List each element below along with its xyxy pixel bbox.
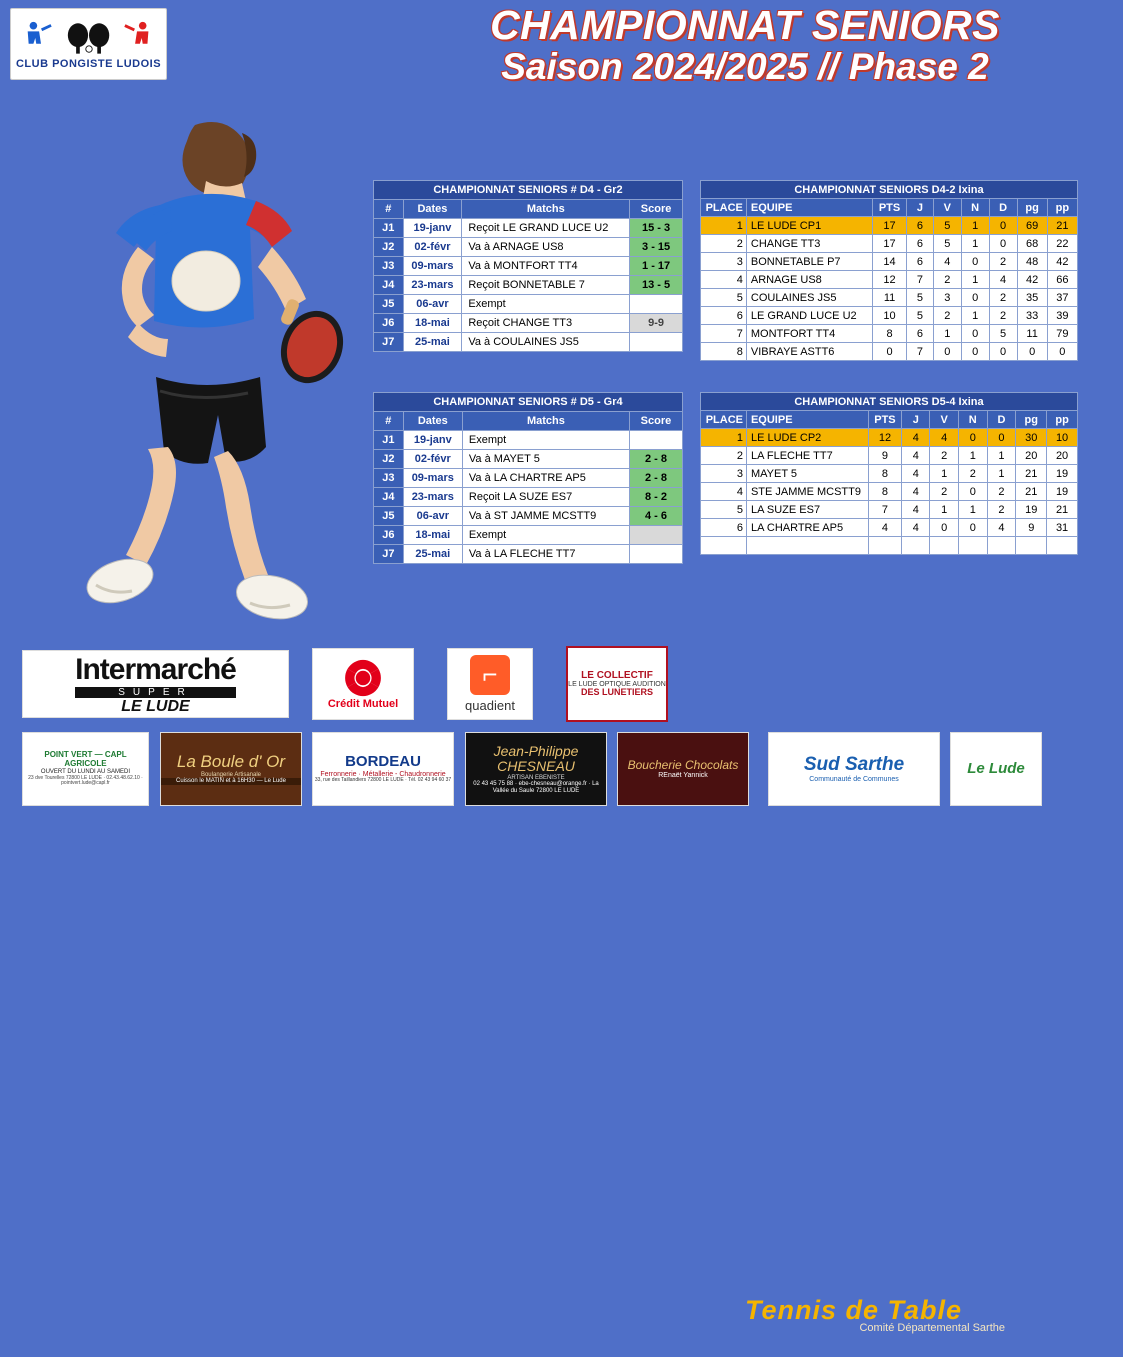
- table-row: J4 23-mars Reçoit LA SUZE ES7 8 - 2: [374, 488, 683, 507]
- table-row: 1 LE LUDE CP1 17 6 5 1 0 69 21: [701, 217, 1078, 235]
- sud-sarthe-line1: Sud Sarthe: [803, 753, 905, 775]
- collectif-line3: DES LUNETIERS: [580, 687, 653, 698]
- club-logo: [10, 8, 167, 80]
- chesneau-line2: ARTISAN EBENISTE: [507, 774, 565, 781]
- match-table-d4-header-row: [374, 200, 683, 219]
- col-pg: pg: [1017, 199, 1047, 217]
- club-logo-label: CLUB PONGISTE LUDOIS: [15, 58, 162, 70]
- table-row: J5 06-avr Va à ST JAMME MCSTT9 4 - 6: [374, 507, 683, 526]
- table-row: J2 02-févr Va à ARNAGE US8 3 - 15: [374, 238, 683, 257]
- sponsor-boucherie: [617, 732, 749, 806]
- sponsor-bordeau: [312, 732, 454, 806]
- match-table-d4-title: CHAMPIONNAT SENIORS # D4 - Gr2: [374, 181, 683, 200]
- col-j: J: [906, 199, 933, 217]
- match-table-d5: [373, 392, 683, 564]
- col-dates: Dates: [403, 200, 462, 219]
- table-row: 2 CHANGE TT3 17 6 5 1 0 68 22: [701, 235, 1078, 253]
- table-row: 4 STE JAMME MCSTT9 8 4 2 0 2 21 19: [701, 483, 1078, 501]
- point-vert-line1: POINT VERT — CAPL AGRICOLE: [44, 750, 127, 769]
- sponsor-le-lude: [950, 732, 1042, 806]
- tdt-title: Tennis de Table: [745, 1295, 963, 1325]
- table-row: J3 09-mars Va à LA CHARTRE AP5 2 - 8: [374, 469, 683, 488]
- col-matchs: Matchs: [462, 200, 630, 219]
- table-row: J6 18-mai Exempt: [374, 526, 683, 545]
- club-logo-graphic: [22, 18, 156, 58]
- col-v: V: [930, 411, 959, 429]
- sponsor-quadient: [447, 648, 533, 720]
- sponsor-intermarche: [22, 650, 289, 718]
- col-j: J: [902, 411, 930, 429]
- sponsor-quadient-label: quadient: [465, 697, 515, 713]
- table-row: 5 COULAINES JS5 11 5 3 0 2 35 37: [701, 289, 1078, 307]
- match-table-d5-body: [374, 431, 683, 564]
- title-line-1: CHAMPIONNAT SENIORS: [490, 2, 1000, 48]
- col-n: N: [958, 411, 987, 429]
- table-row: J1 19-janv Reçoit LE GRAND LUCE U2 15 - 3: [374, 219, 683, 238]
- table-row: 3 BONNETABLE P7 14 6 4 0 2 48 42: [701, 253, 1078, 271]
- title-line-2: Saison 2024/2025 // Phase 2: [501, 46, 989, 88]
- table-row: J4 23-mars Reçoit BONNETABLE 7 13 - 5: [374, 276, 683, 295]
- col-place: PLACE: [701, 199, 747, 217]
- page-title: [380, 4, 1110, 88]
- match-table-d5-title: CHAMPIONNAT SENIORS # D5 - Gr4: [374, 393, 683, 412]
- col-place: PLACE: [701, 411, 747, 429]
- table-row: 4 ARNAGE US8 12 7 2 1 4 42 66: [701, 271, 1078, 289]
- table-row: J7 25-mai Va à LA FLECHE TT7: [374, 545, 683, 564]
- boucherie-line2: REnaët Yannick: [658, 771, 708, 779]
- tennis-de-table-logo: [745, 1295, 1005, 1357]
- ranking-table-d5: [700, 392, 1078, 555]
- bordeau-line2: Ferronnerie · Métallerie - Chaudronnerie: [320, 770, 446, 778]
- boule-dor-line2: Boulangerie Artisanale: [200, 771, 262, 778]
- table-row: 2 LA FLECHE TT7 9 4 2 1 1 20 20: [701, 447, 1078, 465]
- table-row: 8 VIBRAYE ASTT6 0 7 0 0 0 0 0: [701, 343, 1078, 361]
- sponsor-sud-sarthe: [768, 732, 940, 806]
- table-row: 1 LE LUDE CP2 12 4 4 0 0 30 10: [701, 429, 1078, 447]
- quadient-icon: ⌐: [470, 655, 510, 695]
- col-equipe: EQUIPE: [746, 199, 872, 217]
- sponsor-intermarche-name3: LE LUDE: [121, 697, 190, 715]
- ranking-table-d4-header-row: [701, 199, 1078, 217]
- ranking-table-d4-title: CHAMPIONNAT SENIORS D4-2 Ixina: [701, 181, 1078, 199]
- col-score: Score: [629, 412, 682, 431]
- bordeau-line3: 33, rue des Taillandiers 72800 LE LUDE · Tél. 02 43 94 60 37: [314, 777, 452, 784]
- ranking-table-d4: [700, 180, 1078, 361]
- point-vert-line2: OUVERT DU LUNDI AU SAMEDI: [40, 769, 131, 775]
- table-row: 7 MONTFORT TT4 8 6 1 0 5 11 79: [701, 325, 1078, 343]
- table-row: J5 06-avr Exempt: [374, 295, 683, 314]
- sponsor-strip: [0, 640, 1123, 1334]
- le-lude-line1: Le Lude: [967, 759, 1025, 777]
- sponsor-la-boule-d-or: [160, 732, 302, 806]
- match-table-d4: [373, 180, 683, 352]
- table-row: J7 25-mai Va à COULAINES JS5: [374, 333, 683, 352]
- bordeau-line1: BORDEAU: [345, 753, 421, 771]
- col-v: V: [933, 199, 961, 217]
- table-row: J1 19-janv Exempt: [374, 431, 683, 450]
- col-index: #: [374, 412, 404, 431]
- col-n: N: [961, 199, 989, 217]
- table-row: J3 09-mars Va à MONTFORT TT4 1 - 17: [374, 257, 683, 276]
- sponsor-intermarche-name1: Intermarché: [75, 652, 236, 686]
- boule-dor-line1: La Boule d' Or: [176, 752, 286, 772]
- col-matchs: Matchs: [462, 412, 629, 431]
- col-pts: PTS: [873, 199, 906, 217]
- boucherie-line1: Boucherie Chocolats: [627, 757, 739, 772]
- col-pg: pg: [1016, 411, 1047, 429]
- table-row: 6 LA CHARTRE AP5 4 4 0 0 4 9 31: [701, 519, 1078, 537]
- boule-dor-line3: Cuisson le MATIN et à 16H30 — Le Lude: [161, 778, 301, 785]
- col-index: #: [374, 200, 404, 219]
- sponsor-intermarche-name2: SUPER: [75, 687, 236, 698]
- point-vert-line3: 23 dve Tourelles 72800 LE LUDE · 02.43.48.62.10 · pointvert.lude@capl.fr: [28, 774, 143, 787]
- col-pts: PTS: [868, 411, 902, 429]
- ranking-table-d5-header-row: [701, 411, 1078, 429]
- table-row: J6 18-mai Reçoit CHANGE TT3 9-9: [374, 314, 683, 333]
- col-d: D: [989, 199, 1017, 217]
- col-pp: pp: [1047, 199, 1077, 217]
- tdt-subtitle: Comité Départemental Sarthe: [859, 1322, 1005, 1334]
- col-score: Score: [630, 200, 683, 219]
- chesneau-line1: Jean-Philippe CHESNEAU: [493, 742, 579, 775]
- sponsor-credit-mutuel-label: Crédit Mutuel: [327, 697, 399, 710]
- sponsor-point-vert-capl: [22, 732, 149, 806]
- match-table-d4-body: [374, 219, 683, 352]
- col-dates: Dates: [403, 412, 462, 431]
- match-table-d5-header-row: [374, 412, 683, 431]
- table-row: 5 LA SUZE ES7 7 4 1 1 2 19 21: [701, 501, 1078, 519]
- sponsor-credit-mutuel: [312, 648, 414, 720]
- paddles-icon: [66, 21, 112, 55]
- player-blue-icon: [22, 19, 60, 57]
- table-row: J2 02-févr Va à MAYET 5 2 - 8: [374, 450, 683, 469]
- ranking-table-d5-title: CHAMPIONNAT SENIORS D5-4 Ixina: [701, 393, 1078, 411]
- sponsor-collectif-lunetiers: [566, 646, 668, 722]
- table-row: 6 LE GRAND LUCE U2 10 5 2 1 2 33 39: [701, 307, 1078, 325]
- table-row: [701, 537, 1078, 555]
- ranking-table-d4-body: [701, 217, 1078, 361]
- table-row: 3 MAYET 5 8 4 1 2 1 21 19: [701, 465, 1078, 483]
- col-d: D: [987, 411, 1016, 429]
- ranking-table-d5-body: [701, 429, 1078, 555]
- collectif-line2: LE LUDE OPTIQUE AUDITION: [568, 680, 666, 688]
- credit-mutuel-icon: [335, 658, 391, 698]
- sud-sarthe-line2: Communauté de Communes: [809, 775, 899, 783]
- player-illustration: [10, 95, 360, 635]
- col-equipe: EQUIPE: [746, 411, 868, 429]
- chesneau-line3: 02 43 45 75 88 · ebe-chesneau@orange.fr · La Vallée du Saule 72800 LE LUDE: [473, 781, 599, 794]
- col-pp: pp: [1047, 411, 1078, 429]
- sponsor-chesneau: [465, 732, 607, 806]
- player-red-icon: [118, 19, 156, 57]
- collectif-line1: LE COLLECTIF: [581, 669, 653, 681]
